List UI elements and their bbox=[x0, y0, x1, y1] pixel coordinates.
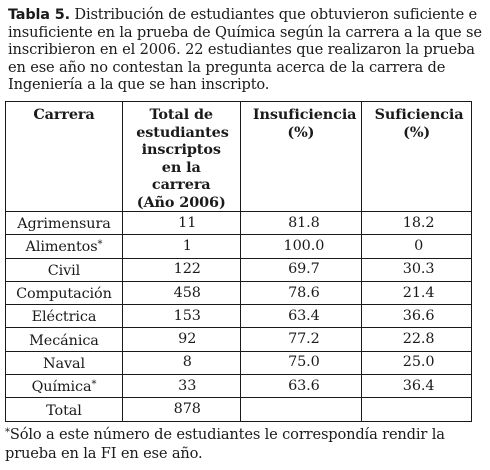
asterisk-mark: * bbox=[91, 379, 97, 391]
carrera-name: Química bbox=[31, 379, 92, 396]
carrera-name: Naval bbox=[42, 355, 85, 372]
table-row bbox=[6, 212, 472, 235]
carrera-name: Total bbox=[46, 402, 82, 419]
cell-total: 153 bbox=[122, 305, 240, 328]
header-total bbox=[122, 102, 240, 212]
cell-suficiencia: 21.4 bbox=[362, 281, 472, 304]
cell-carrera bbox=[6, 398, 123, 421]
header-total-text: Total de estudiantes inscriptos en la carrera (Año 2006) bbox=[136, 106, 229, 211]
table-row-total bbox=[6, 398, 472, 421]
asterisk-mark: * bbox=[97, 239, 103, 251]
carrera-name: Computación bbox=[16, 286, 112, 303]
table-row bbox=[6, 305, 472, 328]
carrera-name: Agrimensura bbox=[17, 216, 111, 233]
cell-insuficiencia: 63.4 bbox=[240, 305, 362, 328]
cell-insuficiencia: 78.6 bbox=[240, 281, 362, 304]
data-table bbox=[5, 101, 472, 422]
cell-suficiencia: 22.8 bbox=[362, 328, 472, 351]
caption-text: Distribución de estudiantes que obtuvieron suficiente e insuficiente en la prueba de Química según la carrera a la que se inscribieron en el 2006. 22 estudiantes que realizaron la prueba en ese año no contestan la pregunta acerca de la carrera de Ingeniería a la que se han inscripto. bbox=[8, 6, 482, 93]
footnote-asterisk: * bbox=[5, 427, 10, 438]
cell-suficiencia: 36.6 bbox=[362, 305, 472, 328]
cell-total: 8 bbox=[122, 351, 240, 374]
header-row bbox=[6, 102, 472, 212]
cell-insuficiencia: 75.0 bbox=[240, 351, 362, 374]
footnote bbox=[5, 424, 483, 463]
cell-insuficiencia bbox=[240, 398, 362, 421]
table-row bbox=[6, 375, 472, 398]
header-insuficiencia bbox=[240, 102, 362, 212]
carrera-name: Civil bbox=[47, 262, 81, 279]
cell-carrera bbox=[6, 328, 123, 351]
cell-suficiencia: 0 bbox=[362, 235, 472, 258]
cell-total: 458 bbox=[122, 281, 240, 304]
carrera-name: Eléctrica bbox=[31, 309, 97, 326]
cell-insuficiencia: 77.2 bbox=[240, 328, 362, 351]
cell-suficiencia bbox=[362, 398, 472, 421]
table-row bbox=[6, 328, 472, 351]
cell-total: 1 bbox=[122, 235, 240, 258]
table-row bbox=[6, 281, 472, 304]
cell-carrera bbox=[6, 281, 123, 304]
cell-total: 878 bbox=[122, 398, 240, 421]
table-row bbox=[6, 351, 472, 374]
table-row bbox=[6, 235, 472, 258]
table-label: Tabla 5. bbox=[8, 7, 70, 23]
cell-carrera bbox=[6, 351, 123, 374]
cell-carrera bbox=[6, 212, 123, 235]
cell-total: 33 bbox=[122, 375, 240, 398]
cell-carrera bbox=[6, 305, 123, 328]
header-carrera: Carrera bbox=[6, 102, 123, 212]
cell-insuficiencia: 100.0 bbox=[240, 235, 362, 258]
header-suficiencia-text: Suficiencia (%) bbox=[374, 106, 464, 141]
cell-carrera bbox=[6, 375, 123, 398]
footnote-text: Sólo a este número de estudiantes le correspondía rendir la prueba en la FI en ese año. bbox=[5, 426, 445, 462]
cell-total: 11 bbox=[122, 212, 240, 235]
carrera-name: Alimentos bbox=[25, 239, 98, 256]
header-suficiencia bbox=[362, 102, 472, 212]
carrera-name: Mecánica bbox=[29, 332, 99, 349]
header-insuficiencia-text: Insuficiencia (%) bbox=[252, 106, 357, 141]
table-caption bbox=[8, 6, 482, 93]
cell-suficiencia: 18.2 bbox=[362, 212, 472, 235]
cell-insuficiencia: 81.8 bbox=[240, 212, 362, 235]
cell-suficiencia: 36.4 bbox=[362, 375, 472, 398]
cell-total: 122 bbox=[122, 258, 240, 281]
cell-insuficiencia: 63.6 bbox=[240, 375, 362, 398]
cell-carrera bbox=[6, 235, 123, 258]
cell-carrera bbox=[6, 258, 123, 281]
cell-suficiencia: 25.0 bbox=[362, 351, 472, 374]
table-row bbox=[6, 258, 472, 281]
cell-suficiencia: 30.3 bbox=[362, 258, 472, 281]
cell-total: 92 bbox=[122, 328, 240, 351]
cell-insuficiencia: 69.7 bbox=[240, 258, 362, 281]
